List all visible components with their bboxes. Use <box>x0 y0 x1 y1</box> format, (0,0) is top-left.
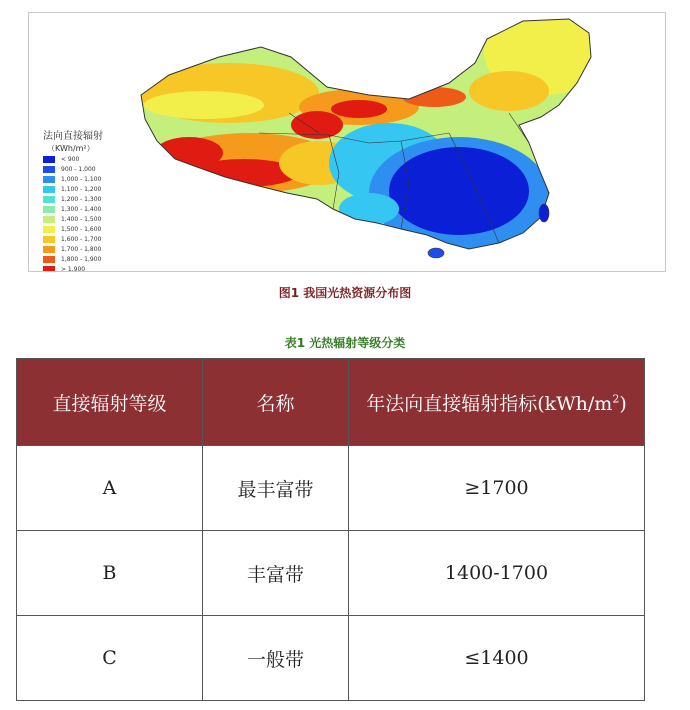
legend-label: 1,300 - 1,400 <box>61 205 102 213</box>
legend-swatch <box>43 196 55 203</box>
cell-name: 丰富带 <box>203 531 349 616</box>
legend-item <box>43 254 153 264</box>
legend-item <box>43 264 153 272</box>
legend-label: 1,400 - 1,500 <box>61 215 102 223</box>
cell-name: 最丰富带 <box>203 446 349 531</box>
table-header-row <box>17 359 645 446</box>
cell-grade: A <box>17 446 203 531</box>
legend-label: 1,800 - 1,900 <box>61 255 102 263</box>
legend-swatch <box>43 206 55 213</box>
legend-item <box>43 224 153 234</box>
legend-item <box>43 174 153 184</box>
legend-swatch <box>43 216 55 223</box>
solar-resource-map <box>28 12 666 272</box>
legend-item <box>43 184 153 194</box>
legend-label: > 1,900 <box>61 265 86 272</box>
legend-label: 1,100 - 1,200 <box>61 185 102 193</box>
legend-item <box>43 154 153 164</box>
legend-item <box>43 244 153 254</box>
legend-item <box>43 234 153 244</box>
legend-swatch <box>43 246 55 253</box>
legend-items <box>43 154 153 272</box>
legend-item <box>43 204 153 214</box>
table-row <box>17 616 645 701</box>
table-caption: 表1 光热辐射等级分类 <box>284 336 406 350</box>
header-index-close: ) <box>619 392 627 415</box>
legend-label: < 900 <box>61 155 80 163</box>
figure-caption: 图1 我国光热资源分布图 <box>278 286 412 300</box>
legend-unit: （KWh/m²） <box>47 144 95 153</box>
header-index-superscript: 2 <box>612 392 620 406</box>
cell-index: ≥1700 <box>349 446 645 531</box>
header-grade: 直接辐射等级 <box>17 359 203 446</box>
legend-item <box>43 194 153 204</box>
legend-swatch <box>43 156 55 163</box>
legend-swatch <box>43 256 55 263</box>
legend-item <box>43 164 153 174</box>
cell-grade: C <box>17 616 203 701</box>
radiation-grade-table <box>16 358 645 701</box>
legend-label: 1,000 - 1,100 <box>61 175 102 183</box>
cell-index: ≤1400 <box>349 616 645 701</box>
cell-grade: B <box>17 531 203 616</box>
legend-swatch <box>43 236 55 243</box>
legend-label: 1,700 - 1,800 <box>61 245 102 253</box>
cell-index: 1400-1700 <box>349 531 645 616</box>
legend-swatch <box>43 266 55 273</box>
legend-label: 1,600 - 1,700 <box>61 235 102 243</box>
legend-label: 1,200 - 1,300 <box>61 195 102 203</box>
legend-swatch <box>43 176 55 183</box>
header-index <box>349 359 645 446</box>
legend-item <box>43 214 153 224</box>
table-row <box>17 446 645 531</box>
cell-name: 一般带 <box>203 616 349 701</box>
header-name: 名称 <box>203 359 349 446</box>
legend-swatch <box>43 226 55 233</box>
map-legend <box>43 131 153 272</box>
legend-swatch <box>43 166 55 173</box>
legend-swatch <box>43 186 55 193</box>
legend-title: 法向直接辐射 <box>43 131 103 142</box>
legend-label: 1,500 - 1,600 <box>61 225 102 233</box>
legend-label: 900 - 1,000 <box>61 165 96 173</box>
header-index-text: 年法向直接辐射指标(kWh/m <box>366 392 613 415</box>
table-row <box>17 531 645 616</box>
